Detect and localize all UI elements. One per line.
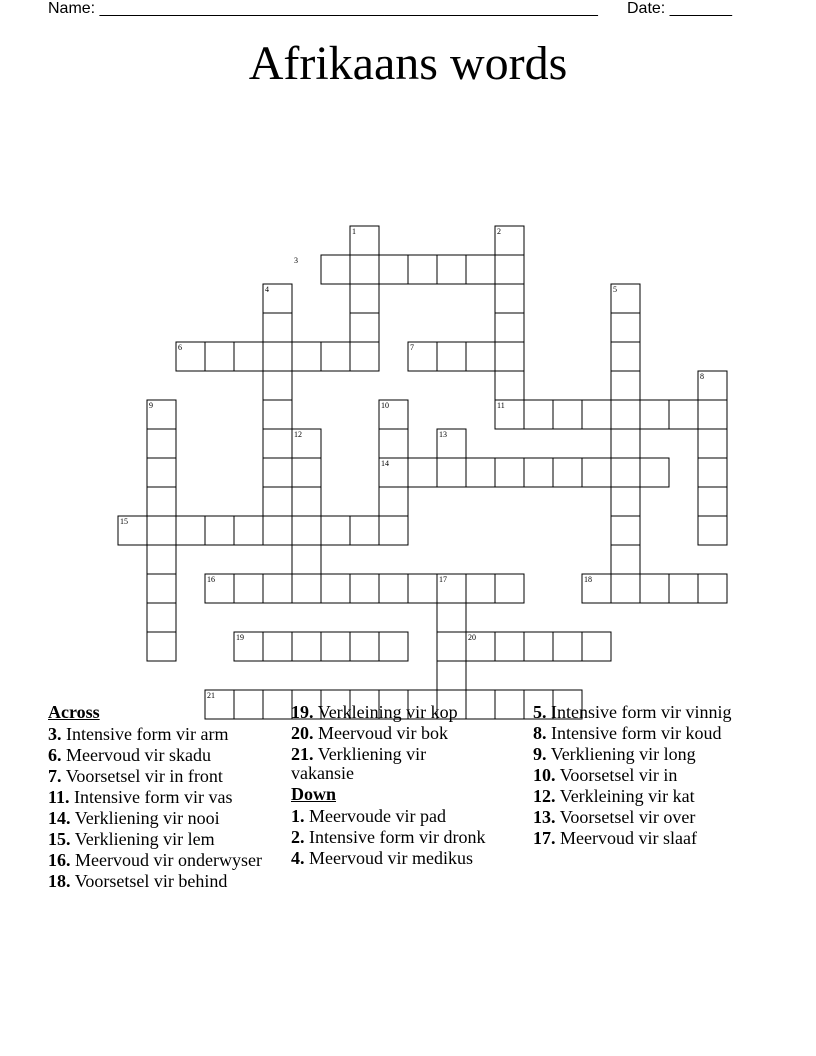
grid-cell[interactable] [234, 574, 263, 603]
grid-cell[interactable] [611, 458, 640, 487]
grid-cell[interactable] [263, 400, 292, 429]
grid-cell[interactable] [321, 632, 350, 661]
grid-cell[interactable] [698, 516, 727, 545]
grid-cell[interactable] [698, 458, 727, 487]
clues-column-2 [291, 703, 491, 870]
clue-across-20: 20. Meervoud vir bok [291, 723, 448, 743]
grid-cell[interactable] [147, 574, 176, 603]
grid-cell[interactable] [379, 632, 408, 661]
grid-cell[interactable] [205, 342, 234, 371]
grid-cell[interactable] [466, 255, 495, 284]
grid-cell[interactable] [524, 458, 553, 487]
grid-cell[interactable] [437, 342, 466, 371]
grid-cell[interactable] [495, 574, 524, 603]
clue-number-label: 16 [207, 575, 215, 584]
clue-number-label: 2 [497, 227, 501, 236]
clue-number-label: 9 [149, 401, 153, 410]
page-title: Afrikaans words [248, 37, 568, 90]
grid-cell[interactable] [698, 574, 727, 603]
grid-cell[interactable] [147, 429, 176, 458]
grid-cell[interactable] [437, 661, 466, 690]
grid-cell[interactable] [379, 574, 408, 603]
grid-cell[interactable] [321, 574, 350, 603]
grid-cell[interactable] [321, 516, 350, 545]
grid-cell[interactable] [263, 632, 292, 661]
clue-number-label: 7 [410, 343, 414, 352]
grid-cell[interactable] [292, 574, 321, 603]
clue-number-label: 15 [120, 517, 128, 526]
clue-number-label: 13 [439, 430, 447, 439]
grid-cell[interactable] [147, 458, 176, 487]
clue-number-label: 17 [439, 575, 447, 584]
clues-column-1 [48, 703, 276, 893]
grid-cell[interactable] [669, 574, 698, 603]
grid-cell[interactable] [437, 603, 466, 632]
clue-down-2: 2. Intensive form vir dronk [291, 827, 486, 847]
grid-cell[interactable] [292, 487, 321, 516]
clue-down-10: 10. Voorsetsel vir in [533, 765, 678, 785]
grid-cell[interactable] [205, 516, 234, 545]
grid-cell[interactable] [495, 313, 524, 342]
grid-cell[interactable] [292, 342, 321, 371]
grid-cell[interactable] [466, 574, 495, 603]
grid-cell[interactable] [553, 458, 582, 487]
grid-cell[interactable] [582, 400, 611, 429]
grid-cell[interactable] [263, 574, 292, 603]
grid-cell[interactable] [263, 458, 292, 487]
date-field-label: Date: _______ [627, 0, 732, 17]
grid-cell[interactable] [292, 458, 321, 487]
clue-number-label: 11 [497, 401, 505, 410]
clue-number-label: 20 [468, 633, 476, 642]
grid-cell[interactable] [350, 313, 379, 342]
grid-cell[interactable] [611, 487, 640, 516]
clue-number-label: 10 [381, 401, 389, 410]
grid-cell[interactable] [640, 574, 669, 603]
grid-cell[interactable] [669, 400, 698, 429]
grid-cell[interactable] [321, 255, 350, 284]
grid-cell[interactable] [640, 400, 669, 429]
clues-column-3 [533, 703, 733, 850]
clue-across-14: 14. Verkliening vir nooi [48, 808, 220, 828]
across-heading: Across [48, 702, 100, 722]
grid-cell[interactable] [698, 429, 727, 458]
grid-cell[interactable] [263, 429, 292, 458]
grid-cell[interactable] [263, 487, 292, 516]
grid-cell[interactable] [611, 371, 640, 400]
grid-cell[interactable] [379, 516, 408, 545]
grid-cell[interactable] [379, 487, 408, 516]
grid-cell[interactable] [495, 255, 524, 284]
grid-cell[interactable] [582, 632, 611, 661]
grid-cell[interactable] [466, 458, 495, 487]
grid-cell[interactable] [437, 255, 466, 284]
grid-cell[interactable] [495, 458, 524, 487]
clue-down-17: 17. Meervoud vir slaaf [533, 828, 697, 848]
clue-down-13: 13. Voorsetsel vir over [533, 807, 696, 827]
grid-cell[interactable] [524, 400, 553, 429]
grid-cell[interactable] [611, 313, 640, 342]
clue-across-21: 21. Verkliening vir vakansie [291, 744, 427, 783]
grid-cell[interactable] [582, 458, 611, 487]
grid-cell[interactable] [147, 603, 176, 632]
clue-down-4: 4. Meervoud vir medikus [291, 848, 473, 868]
grid-cell[interactable] [611, 545, 640, 574]
clue-number-label: 3 [294, 256, 298, 265]
grid-cell[interactable] [176, 516, 205, 545]
grid-cell[interactable] [437, 632, 466, 661]
clue-number-label: 4 [265, 285, 269, 294]
grid-cell[interactable] [524, 632, 553, 661]
clue-across-15: 15. Verkliening vir lem [48, 829, 215, 849]
clue-down-9: 9. Verkliening vir long [533, 744, 696, 764]
grid-cell[interactable] [466, 342, 495, 371]
clue-number-label: 5 [613, 285, 617, 294]
grid-cell[interactable] [495, 371, 524, 400]
grid-cell[interactable] [611, 574, 640, 603]
clue-number-label: 19 [236, 633, 244, 642]
clue-down-8: 8. Intensive form vir koud [533, 723, 722, 743]
down-heading: Down [291, 784, 337, 804]
clue-number-label: 1 [352, 227, 356, 236]
grid-cell[interactable] [350, 574, 379, 603]
clue-number-label: 14 [381, 459, 389, 468]
grid-cell[interactable] [234, 516, 263, 545]
clue-down-12: 12. Verkleining vir kat [533, 786, 695, 806]
grid-cell[interactable] [147, 487, 176, 516]
grid-cell[interactable] [292, 516, 321, 545]
clue-across-16: 16. Meervoud vir onderwyser [48, 850, 262, 870]
grid-cell[interactable] [495, 342, 524, 371]
grid-cell[interactable] [611, 400, 640, 429]
grid-cell[interactable] [553, 632, 582, 661]
clue-across-7: 7. Voorsetsel vir in front [48, 766, 223, 786]
grid-cell[interactable] [379, 429, 408, 458]
grid-cell[interactable] [640, 458, 669, 487]
clue-down-5: 5. Intensive form vir vinnig [533, 702, 732, 722]
grid-cell[interactable] [698, 487, 727, 516]
clue-number-label: 12 [294, 430, 302, 439]
clue-across-19: 19. Verkleining vir kop [291, 702, 458, 722]
grid-cell[interactable] [234, 342, 263, 371]
grid-cell[interactable] [408, 574, 437, 603]
grid-cell[interactable] [611, 516, 640, 545]
clue-across-18: 18. Voorsetsel vir behind [48, 871, 228, 891]
grid-cell[interactable] [147, 545, 176, 574]
grid-cell[interactable] [408, 458, 437, 487]
grid-cell[interactable] [263, 516, 292, 545]
name-field-label: Name: ________________________________________________________ [48, 0, 598, 17]
grid-cell[interactable] [553, 400, 582, 429]
grid-cell[interactable] [611, 342, 640, 371]
grid-cell[interactable] [147, 516, 176, 545]
grid-cell[interactable] [408, 255, 437, 284]
grid-cell[interactable] [263, 313, 292, 342]
grid-cell[interactable] [147, 632, 176, 661]
clue-number-label: 6 [178, 343, 182, 352]
clue-number-label: 18 [584, 575, 592, 584]
clue-down-1: 1. Meervoude vir pad [291, 806, 446, 826]
grid-cell[interactable] [350, 284, 379, 313]
grid-cell[interactable] [611, 429, 640, 458]
grid-cell[interactable] [698, 400, 727, 429]
clue-across-3: 3. Intensive form vir arm [48, 724, 229, 744]
grid-cell[interactable] [350, 255, 379, 284]
grid-cell[interactable] [350, 342, 379, 371]
grid-cell[interactable] [379, 255, 408, 284]
clue-number-label: 8 [700, 372, 704, 381]
clue-number-label: 21 [207, 691, 215, 700]
grid-cell[interactable] [350, 516, 379, 545]
grid-cell[interactable] [263, 371, 292, 400]
grid-cell[interactable] [350, 632, 379, 661]
grid-cell[interactable] [495, 284, 524, 313]
grid-cell[interactable] [495, 632, 524, 661]
grid-cell[interactable] [292, 545, 321, 574]
clue-across-11: 11. Intensive form vir vas [48, 787, 233, 807]
grid-cell[interactable] [495, 690, 524, 719]
grid-cell[interactable] [321, 342, 350, 371]
grid-cell[interactable] [292, 632, 321, 661]
grid-cell[interactable] [263, 342, 292, 371]
clue-across-6: 6. Meervoud vir skadu [48, 745, 211, 765]
grid-cell[interactable] [437, 458, 466, 487]
